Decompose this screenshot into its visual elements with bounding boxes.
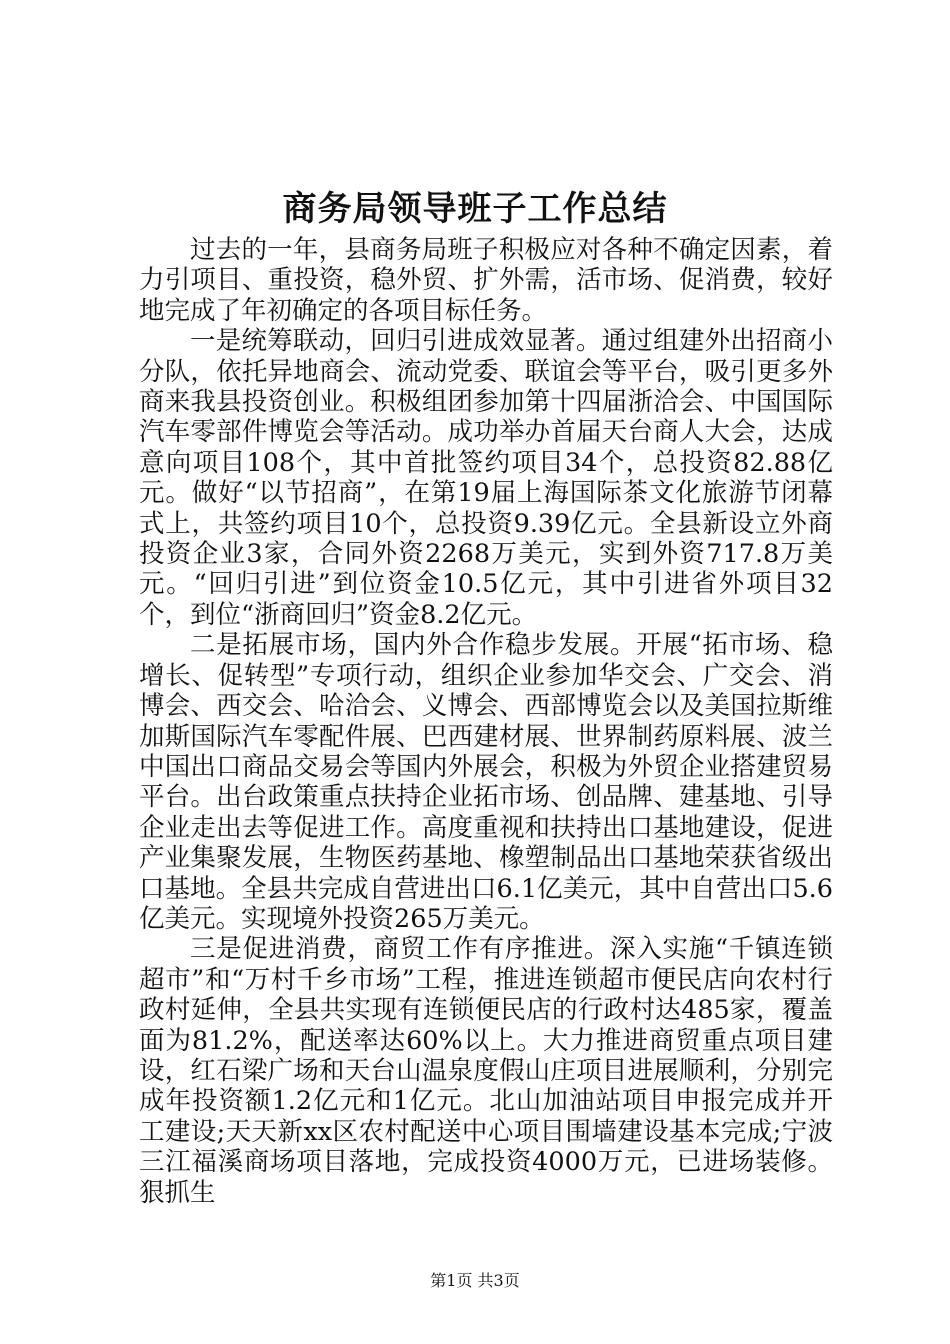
paragraph-market: 二是拓展市场，国内外合作稳步发展。开展“拓市场、稳增长、促转型”专项行动，组织企业参加华交会、广交会、消博会、西交会、哈洽会、义博会、西部博览会以及美国拉斯维加斯国际汽车零配件展、巴西建材展、世界制药原料展、波兰中国出口商品交易会等国内外展会，积极为外贸企业搭建贸易平台。出台政策重点扶持企业拓市场、创品牌、建基地、引导企业走出去等促进工作。高度重视和扶持出口基地建设，促进产业集聚发展，生物医药基地、橡塑制品出口基地荣获省级出口基地。全县共完成自营进出口6.1亿美元，其中自营出口5.6亿美元。实现境外投资265万美元。 <box>139 630 833 934</box>
paragraph-investment: 一是统筹联动，回归引进成效显著。通过组建外出招商小分队，依托异地商会、流动党委、联谊会等平台，吸引更多外商来我县投资创业。积极组团参加第十四届浙洽会、中国国际汽车零部件博览会等活动。成功举办首届天台商人大会，达成意向项目108个，其中首批签约项目34个，总投资82.88亿元。做好“以节招商”，在第19届上海国际茶文化旅游节闭幕式上，共签约项目10个，总投资9.39亿元。全县新设立外商投资企业3家，合同外资2268万美元，实到外资717.8万美元。“回归引进”到位资金10.5亿元，其中引进省外项目32个，到位“浙商回归”资金8.2亿元。 <box>139 326 833 630</box>
document-title: 商务局领导班子工作总结 <box>282 189 668 229</box>
page-number-footer: 第1页 共3页 <box>430 1271 520 1290</box>
paragraph-consumption: 三是促进消费，商贸工作有序推进。深入实施“千镇连锁超市”和“万村千乡市场”工程，推进连锁超市便民店向农村行政村延伸，全县共实现有连锁便民店的行政村达485家，覆盖面为81.2%，配送率达60%以上。大力推进商贸重点项目建设，红石梁广场和天台山温泉度假山庄项目进展顺利，分别完成年投资额1.2亿元和1亿元。北山加油站项目申报完成并开工建设;天天新xx区农村配送中心项目围墙建设基本完成;宁波三江福溪商场项目落地，完成投资4000万元，已进场装修。狠抓生 <box>139 934 833 1208</box>
paragraph-intro: 过去的一年，县商务局班子积极应对各种不确定因素，着力引项目、重投资，稳外贸、扩外需，活市场、促消费，较好地完成了年初确定的各项目标任务。 <box>139 235 833 326</box>
document-body <box>139 235 833 1208</box>
